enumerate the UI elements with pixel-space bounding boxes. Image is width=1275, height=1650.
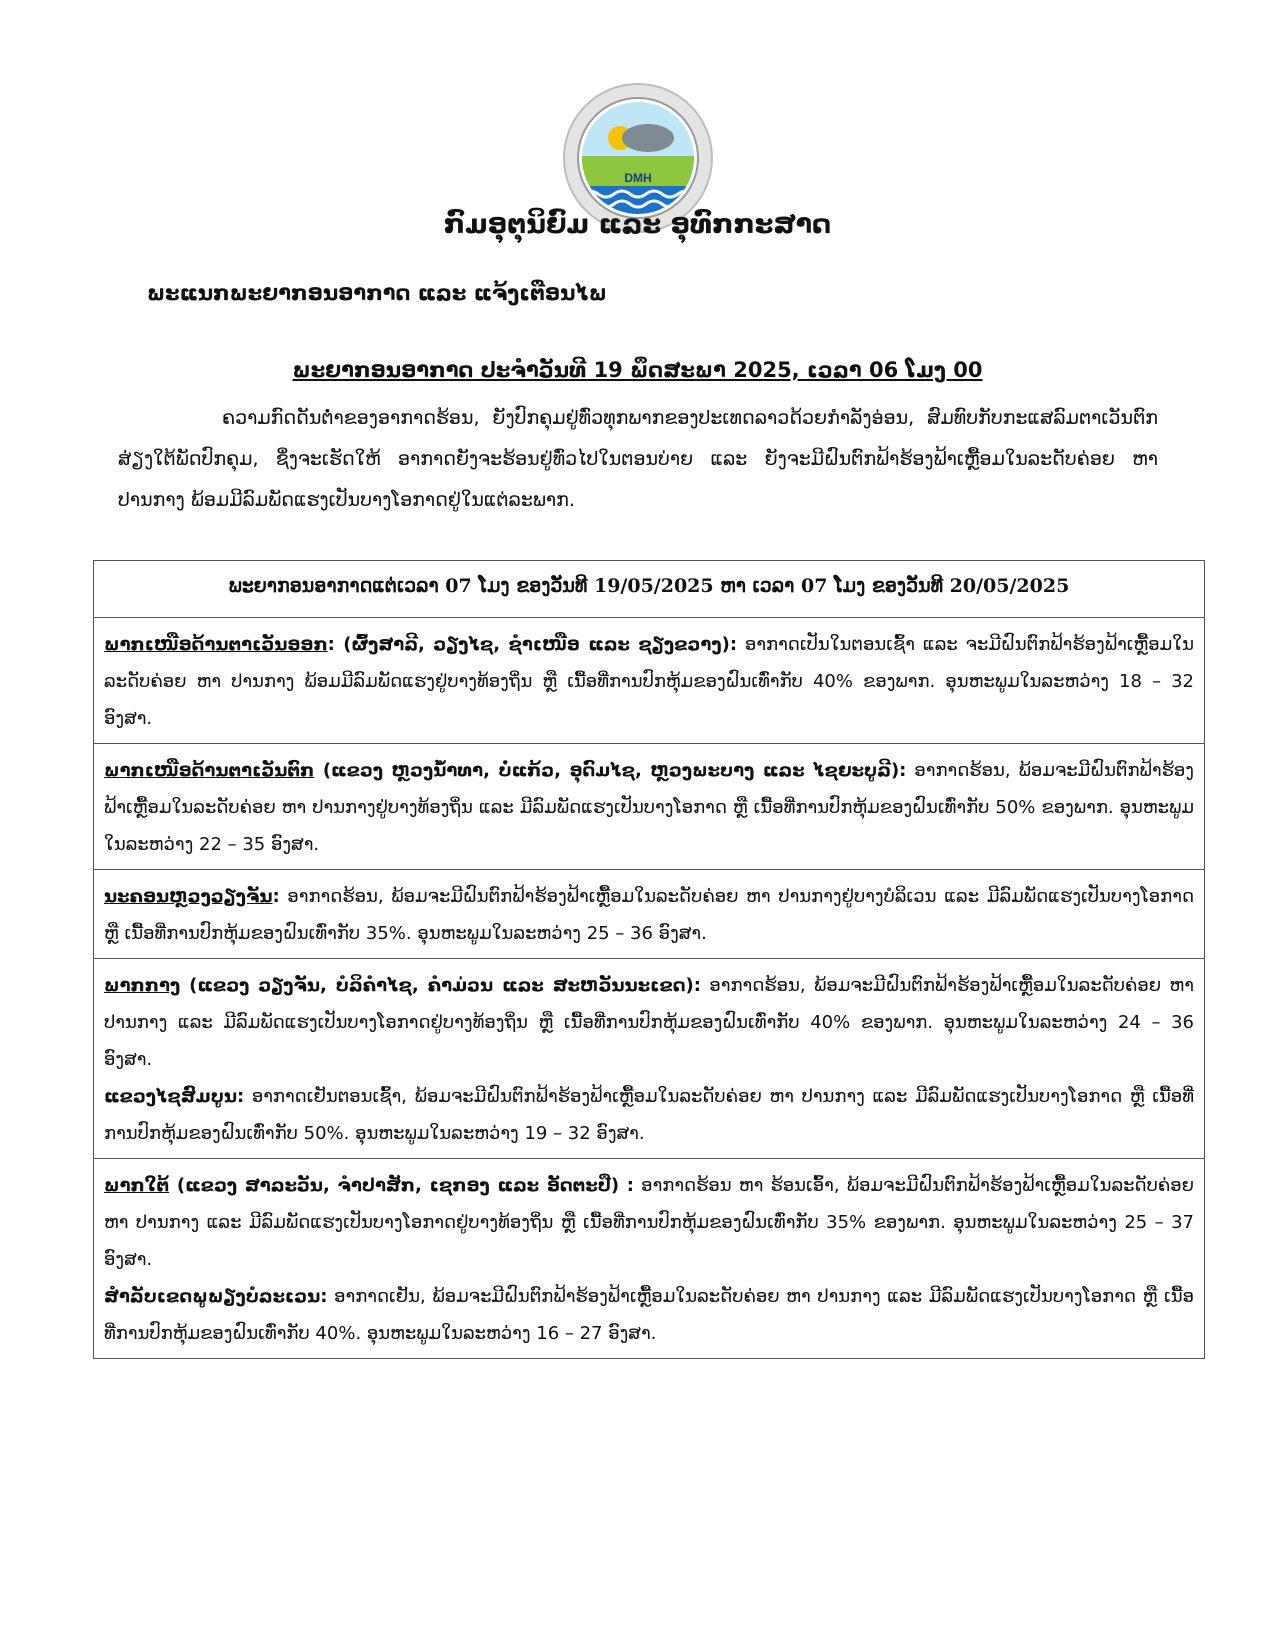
subregion-paragraph bbox=[104, 1278, 1194, 1352]
region-forecast-text: ອາກາດຮ້ອນ, ພ້ອມຈະມີຝົນຕົກຟ້າຮ້ອງຟ້າເຫຼື້ອມໃນລະດັບຄ່ອຍ ຫາ ປານກາງຢູ່ບາງທ້ອງຖິ່ນ ແລະ ມີລົມພັດແຮງເປັນບາງໂອກາດ ຫຼື ເນື້ອທີ່ການປົກຫຸ້ມຂອງຝົນເທົ່າກັບ 50% ຂອງພາກ. ອຸນຫະພູມໃນລະຫວ່າງ 22 – 35 ອົງສາ. bbox=[104, 760, 1194, 855]
subregion-label: ແຂວງໄຊສົມບູນ: bbox=[104, 1086, 245, 1107]
logo-text: DMH bbox=[624, 171, 652, 185]
region-paragraph bbox=[104, 967, 1194, 1078]
subregion-paragraph bbox=[104, 1078, 1194, 1152]
region-provinces: (ແຂວງ ຫຼວງນ້ຳທາ, ບໍ່ແກ້ວ, ອຸດົມໄຊ, ຫຼວງພະບາງ ແລະ ໄຊຍະບູລີ): bbox=[314, 760, 907, 781]
region-paragraph bbox=[104, 752, 1194, 863]
region-forecast-text: ອາກາດຮ້ອນ ຫາ ຮ້ອນເອົ້າ, ພ້ອມຈະມີຝົນຕົກຟ້າຮ້ອງຟ້າເຫຼື້ອມໃນລະດັບຄ່ອຍ ຫາ ປານກາງ ແລະ ມີລົມພັດແຮງເປັນບາງໂອກາດຢູ່ບາງທ້ອງຖິ່ນ ຫຼື ເນື້ອທີ່ການປົກຫຸ້ມຂອງຝົນເທົ່າກັບ 35% ຂອງພາກ. ອຸນຫະພູມໃນລະຫວ່າງ 25 – 37 ອົງສາ. bbox=[104, 1175, 1194, 1270]
region-paragraph bbox=[104, 626, 1194, 737]
org-title: ກົມອຸຕຸນິຍົມ ແລະ ອຸທົກກະສາດ bbox=[443, 209, 832, 240]
region-provinces: : (ຜົ້ງສາລີ, ວຽງໄຊ, ຊຳເໜືອ ແລະ ຊຽງຂວາງ): bbox=[327, 634, 738, 655]
region-forecast-text: ອາກາດຮ້ອນ, ພ້ອມຈະມີຝົນຕົກຟ້າຮ້ອງຟ້າເຫຼື້ອມໃນລະດັບຄ່ອຍ ຫາ ປານກາງຢູ່ບາງບໍລິເວນ ແລະ ມີລົມພັດແຮງເປັນບາງໂອກາດ ຫຼື ເນື້ອທີ່ການປົກຫຸ້ມຂອງຝົນເທົ່າກັບ 35%. ອຸນຫະພູມໃນລະຫວ່າງ 25 – 36 ອົງສາ. bbox=[104, 886, 1194, 944]
subregion-label: ສຳລັບເຂດພູພຽງບໍລະເວນ: bbox=[104, 1286, 328, 1307]
region-paragraph bbox=[104, 1167, 1194, 1278]
region-label: ພາກກາງ bbox=[104, 975, 181, 996]
region-provinces: : bbox=[272, 886, 280, 907]
region-row-south bbox=[94, 1158, 1204, 1358]
department-name: ພະແນກພະຍາກອນອາກາດ ແລະ ແຈ້ງເຕືອນໄພ bbox=[147, 281, 607, 305]
subregion-forecast-text: ອາກາດເຢັນຕອນເຊົ້າ, ພ້ອມຈະມີຝົນຕົກຟ້າຮ້ອງຟ້າເຫຼື້ອມໃນລະດັບຄ່ອຍ ຫາ ປານກາງ ແລະ ມີລົມພັດແຮງເປັນບາງໂອກາດ ຫຼື ເນື້ອທີ່ການປົກຫຸ້ມຂອງຝົນເທົ່າກັບ 50%. ອຸນຫະພູມໃນລະຫວ່າງ 19 – 32 ອົງສາ. bbox=[104, 1086, 1194, 1144]
region-label: ພາກເໜືອດ້ານຕາເວັນອອກ bbox=[104, 634, 328, 655]
region-label: ນະຄອນຫຼວງວຽງຈັນ bbox=[104, 886, 273, 907]
region-label: ພາກເໜືອດ້ານຕາເວັນຕົກ bbox=[104, 760, 315, 781]
region-row-central bbox=[94, 958, 1204, 1158]
region-provinces: (ແຂວງ ວຽງຈັນ, ບໍລິຄຳໄຊ, ຄຳມ່ວນ ແລະ ສະຫວັນນະເຂດ): bbox=[180, 975, 701, 996]
region-row-northwest bbox=[94, 743, 1204, 869]
region-row-northeast bbox=[94, 617, 1204, 743]
region-row-vientiane-capital bbox=[94, 869, 1204, 958]
cloud-icon bbox=[622, 124, 674, 152]
forecast-table bbox=[93, 560, 1205, 1359]
table-header: ພະຍາກອນອາກາດແຕ່ເວລາ 07 ໂມງ ຂອງວັນທີ 19/05/2025 ຫາ ເວລາ 07 ໂມງ ຂອງວັນທີ 20/05/2025 bbox=[228, 575, 1070, 597]
region-provinces: (ແຂວງ ສາລະວັນ, ຈຳປາສັກ, ເຊກອງ ແລະ ອັດຕະປື) : bbox=[169, 1175, 634, 1196]
region-forecast-text: ອາກາດເປັນໃນຕອນເຊົ້າ ແລະ ຈະມີຝົນຕົກຟ້າຮ້ອງຟ້າເຫຼື້ອມໃນລະດັບຄ່ອຍ ຫາ ປານກາງ ພ້ອມມີລົມພັດແຮງຢູ່ບາງທ້ອງຖິ່ນ ຫຼື ເນື້ອທີ່ການປົກຫຸ້ມຂອງຝົນເທົ່າກັບ 40% ຂອງພາກ. ອຸນຫະພູມໃນລະຫວ່າງ 18 – 32 ອົງສາ. bbox=[104, 634, 1194, 729]
region-forecast-text: ອາກາດຮ້ອນ, ພ້ອມຈະມີຝົນຕົກຟ້າຮ້ອງຟ້າເຫຼື້ອມໃນລະດັບຄ່ອຍ ຫາ ປານກາງ ແລະ ມີລົມພັດແຮງເປັນບາງໂອກາດຢູ່ບາງທ້ອງຖິ່ນ ຫຼື ເນື້ອທີ່ການປົກຫຸ້ມຂອງຝົນເທົ່າກັບ 40% ຂອງພາກ. ອຸນຫະພູມໃນລະຫວ່າງ 24 – 36 ອົງສາ. bbox=[104, 975, 1194, 1070]
subregion-forecast-text: ອາກາດເຢັນ, ພ້ອມຈະມີຝົນຕົກຟ້າຮ້ອງຟ້າເຫຼື້ອມໃນລະດັບຄ່ອຍ ຫາ ປານກາງ ແລະ ມີລົມພັດແຮງເປັນບາງໂອກາດ ຫຼື ເນື້ອທີ່ການປົກຫຸ້ມຂອງຝົນເທົ່າກັບ 40%. ອຸນຫະພູມໃນລະຫວ່າງ 16 – 27 ອົງສາ. bbox=[104, 1286, 1194, 1344]
region-paragraph bbox=[104, 878, 1194, 952]
forecast-title: ພະຍາກອນອາກາດ ປະຈຳວັນທີ 19 ພຶດສະພາ 2025, ເວລາ 06 ໂມງ 00 bbox=[292, 358, 983, 382]
region-label: ພາກໃຕ້ bbox=[104, 1175, 170, 1196]
forecast-summary: ຄວາມກົດດັນຕ່ຳຂອງອາກາດຮ້ອນ, ຍັງປົກຄຸມຢູ່ທົ່ວທຸກພາກຂອງປະເທດລາວດ້ວຍກຳລັງອ່ອນ, ສົມທົບກັບກະແສລົມຕາເວັນຕົກສ່ຽງໃຕ້ພັດປົກຄຸມ, ຊຶ່ງຈະເຮັດໃຫ້ ອາກາດຍັງຈະຮ້ອນຢູ່ທົ່ວໄປໃນຕອນບ່າຍ ແລະ ຍັງຈະມີຝົນຕົກຟ້າຮ້ອງຟ້າເຫຼື້ອມໃນລະດັບຄ່ອຍ ຫາ ປານກາງ ພ້ອມມີລົມພັດແຮງເປັນບາງໂອກາດຢູ່ໃນແຕ່ລະພາກ. bbox=[118, 407, 1158, 511]
